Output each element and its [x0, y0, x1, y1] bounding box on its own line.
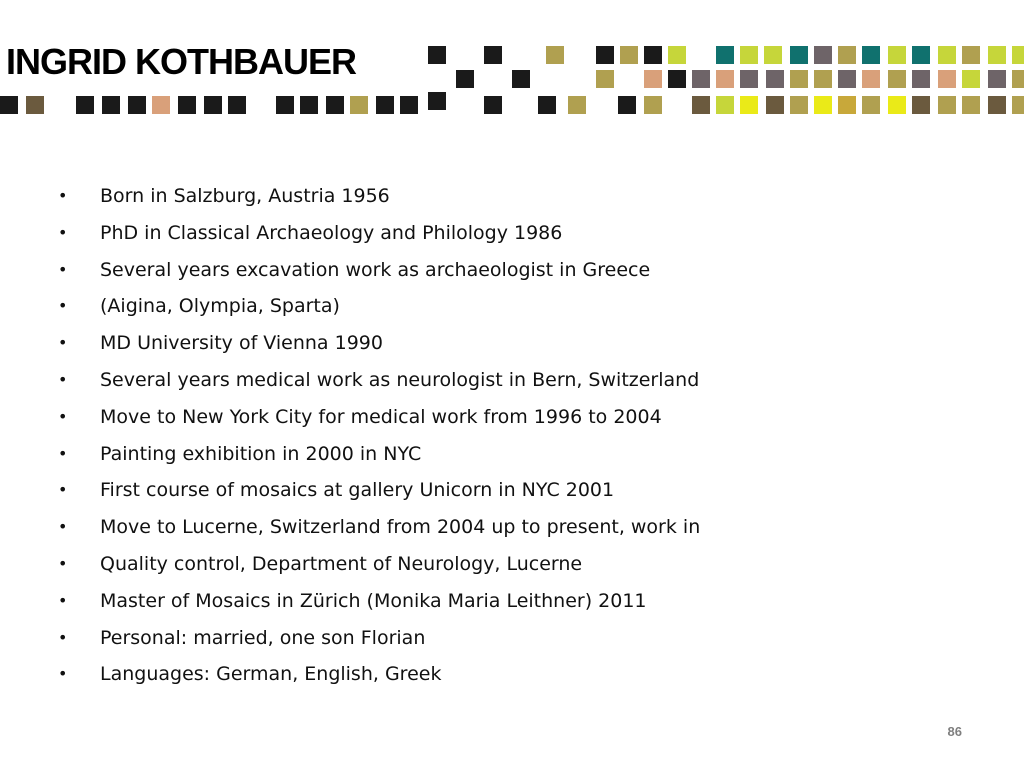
mosaic-tile: [1012, 96, 1024, 114]
mosaic-tile: [962, 70, 980, 88]
bullet-text: (Aigina, Olympia, Sparta): [100, 295, 340, 318]
mosaic-tile: [456, 70, 474, 88]
mosaic-tile: [766, 96, 784, 114]
mosaic-tile: [178, 96, 196, 114]
list-item: [58, 436, 700, 473]
mosaic-tile: [912, 96, 930, 114]
mosaic-tile: [568, 96, 586, 114]
mosaic-tile: [400, 96, 418, 114]
mosaic-tile: [912, 46, 930, 64]
mosaic-tile: [350, 96, 368, 114]
mosaic-tile-banner: [0, 0, 1024, 120]
bullet-text: Quality control, Department of Neurology, Lucerne: [100, 552, 583, 575]
bullet-text: Personal: married, one son Florian: [100, 626, 426, 649]
mosaic-tile: [428, 92, 446, 110]
bullet-dot: •: [58, 333, 68, 353]
mosaic-tile: [790, 96, 808, 114]
bullet-text: Several years excavation work as archaeologist in Greece: [100, 258, 651, 281]
mosaic-tile: [596, 46, 614, 64]
mosaic-tile: [814, 70, 832, 88]
mosaic-tile: [716, 46, 734, 64]
bullet-text: Painting exhibition in 2000 in NYC: [100, 442, 422, 465]
mosaic-tile: [428, 46, 446, 64]
mosaic-tile: [838, 96, 856, 114]
mosaic-tile: [888, 70, 906, 88]
mosaic-tile: [644, 46, 662, 64]
slide-title: INGRID KOTHBAUER: [6, 41, 356, 82]
bullet-text: Move to Lucerne, Switzerland from 2004 up to present, work in: [100, 516, 701, 539]
mosaic-tile: [938, 46, 956, 64]
bullet-dot: •: [58, 664, 68, 684]
mosaic-tile: [790, 70, 808, 88]
mosaic-tile: [814, 46, 832, 64]
bullet-dot: •: [58, 296, 68, 316]
bullet-text: MD University of Vienna 1990: [100, 332, 383, 355]
mosaic-tile: [740, 96, 758, 114]
bullet-dot: •: [58, 517, 68, 537]
mosaic-tile: [1012, 70, 1024, 88]
bullet-text: Move to New York City for medical work from 1996 to 2004: [100, 405, 662, 428]
bullet-text: Several years medical work as neurologist in Bern, Switzerland: [100, 368, 700, 391]
mosaic-tile: [814, 96, 832, 114]
mosaic-tile: [790, 46, 808, 64]
list-item: [58, 252, 700, 289]
mosaic-tile: [538, 96, 556, 114]
mosaic-tile: [838, 46, 856, 64]
mosaic-tile: [838, 70, 856, 88]
list-item: [58, 362, 700, 399]
mosaic-tile: [692, 96, 710, 114]
bullet-dot: •: [58, 553, 68, 573]
mosaic-tile: [546, 46, 564, 64]
bullet-dot: •: [58, 480, 68, 500]
mosaic-tile: [128, 96, 146, 114]
list-item: [58, 399, 700, 436]
mosaic-tile: [988, 46, 1006, 64]
mosaic-tile: [668, 70, 686, 88]
mosaic-tile: [102, 96, 120, 114]
mosaic-tile: [76, 96, 94, 114]
mosaic-tile: [862, 70, 880, 88]
bullet-dot: •: [58, 186, 68, 205]
list-item: [58, 620, 700, 657]
bullet-dot: •: [58, 590, 68, 610]
mosaic-tile: [1012, 46, 1024, 64]
mosaic-tile: [152, 96, 170, 114]
mosaic-tile: [484, 96, 502, 114]
bullet-dot: •: [58, 406, 68, 426]
bullet-text: First course of mosaics at gallery Unicorn in NYC 2001: [100, 479, 615, 502]
list-item: [58, 472, 700, 509]
mosaic-tile: [692, 70, 710, 88]
bullet-text: PhD in Classical Archaeology and Philology 1986: [100, 221, 563, 244]
mosaic-tile: [618, 96, 636, 114]
mosaic-tile: [484, 46, 502, 64]
mosaic-tile: [766, 70, 784, 88]
mosaic-tile: [740, 46, 758, 64]
mosaic-tile: [888, 46, 906, 64]
mosaic-tile: [988, 96, 1006, 114]
mosaic-tile: [962, 46, 980, 64]
mosaic-tile: [862, 46, 880, 64]
mosaic-tile: [740, 70, 758, 88]
mosaic-tile: [228, 96, 246, 114]
list-item: [58, 178, 700, 215]
bullet-dot: •: [58, 627, 68, 647]
mosaic-tile: [962, 96, 980, 114]
list-item: [58, 656, 700, 693]
page-number: 86: [947, 724, 962, 739]
mosaic-tile: [620, 46, 638, 64]
mosaic-tile: [204, 96, 222, 114]
mosaic-tile: [938, 96, 956, 114]
mosaic-tile: [764, 46, 782, 64]
bullet-text: Master of Mosaics in Zürich (Monika Maria Leithner) 2011: [100, 589, 647, 612]
mosaic-tile: [644, 96, 662, 114]
bullet-dot: •: [58, 443, 68, 463]
mosaic-tile: [644, 70, 662, 88]
mosaic-tile: [938, 70, 956, 88]
mosaic-tile: [912, 70, 930, 88]
list-item: [58, 546, 700, 583]
mosaic-tile: [988, 70, 1006, 88]
mosaic-tile: [862, 96, 880, 114]
bullet-dot: •: [58, 222, 68, 242]
mosaic-tile: [0, 96, 18, 114]
bullet-text: Born in Salzburg, Austria 1956: [100, 185, 390, 207]
list-item: [58, 583, 700, 620]
list-item: [58, 288, 700, 325]
mosaic-tile: [512, 70, 530, 88]
mosaic-tile: [596, 70, 614, 88]
bullet-dot: •: [58, 259, 68, 279]
mosaic-tile: [276, 96, 294, 114]
mosaic-tile: [300, 96, 318, 114]
bullet-dot: •: [58, 369, 68, 389]
mosaic-tile: [888, 96, 906, 114]
list-item: [58, 325, 700, 362]
mosaic-tile: [326, 96, 344, 114]
mosaic-tile: [716, 96, 734, 114]
mosaic-tile: [716, 70, 734, 88]
list-item: [58, 215, 700, 252]
bullet-text: Languages: German, English, Greek: [100, 663, 442, 686]
mosaic-tile: [376, 96, 394, 114]
mosaic-tile: [668, 46, 686, 64]
bullet-list: [58, 178, 700, 693]
list-item: [58, 509, 700, 546]
mosaic-tile: [26, 96, 44, 114]
